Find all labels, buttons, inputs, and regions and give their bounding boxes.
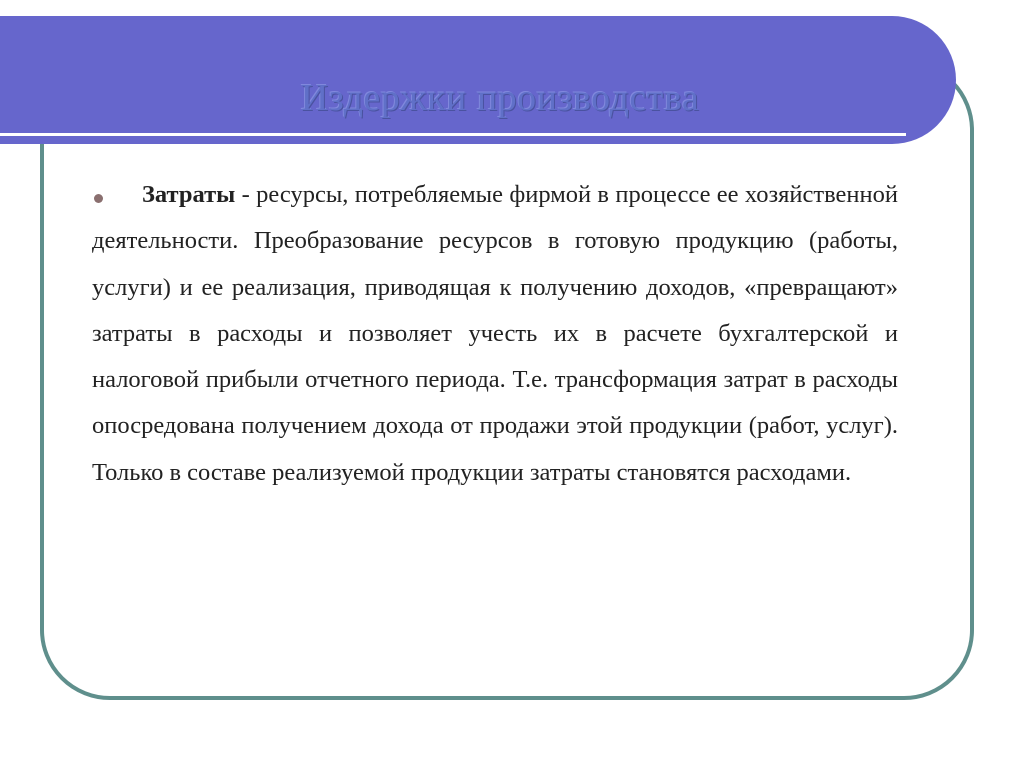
slide-body [92, 172, 898, 496]
header-rule [0, 133, 906, 136]
bullet-paragraph [92, 172, 898, 496]
bullet-text: - ресурсы, потребляемые фирмой в процессе ее хозяйственной деятельности. Преобразование ресурсов в готовую продукцию (работы, услуги) и ее реализация, приводящая к получению доходов, «превращают» затраты в расходы и позволяет учесть их в расчете бухгалтерской и налоговой прибыли отчетного периода. Т.е. трансформация затрат в расходы опосредована получением дохода от продажи этой продукции (работ, услуг). Только в составе реализуемой продукции затраты становятся расходами. [92, 181, 898, 486]
bullet-term: Затраты [142, 181, 236, 208]
slide-title: Издержки производства [300, 77, 700, 119]
